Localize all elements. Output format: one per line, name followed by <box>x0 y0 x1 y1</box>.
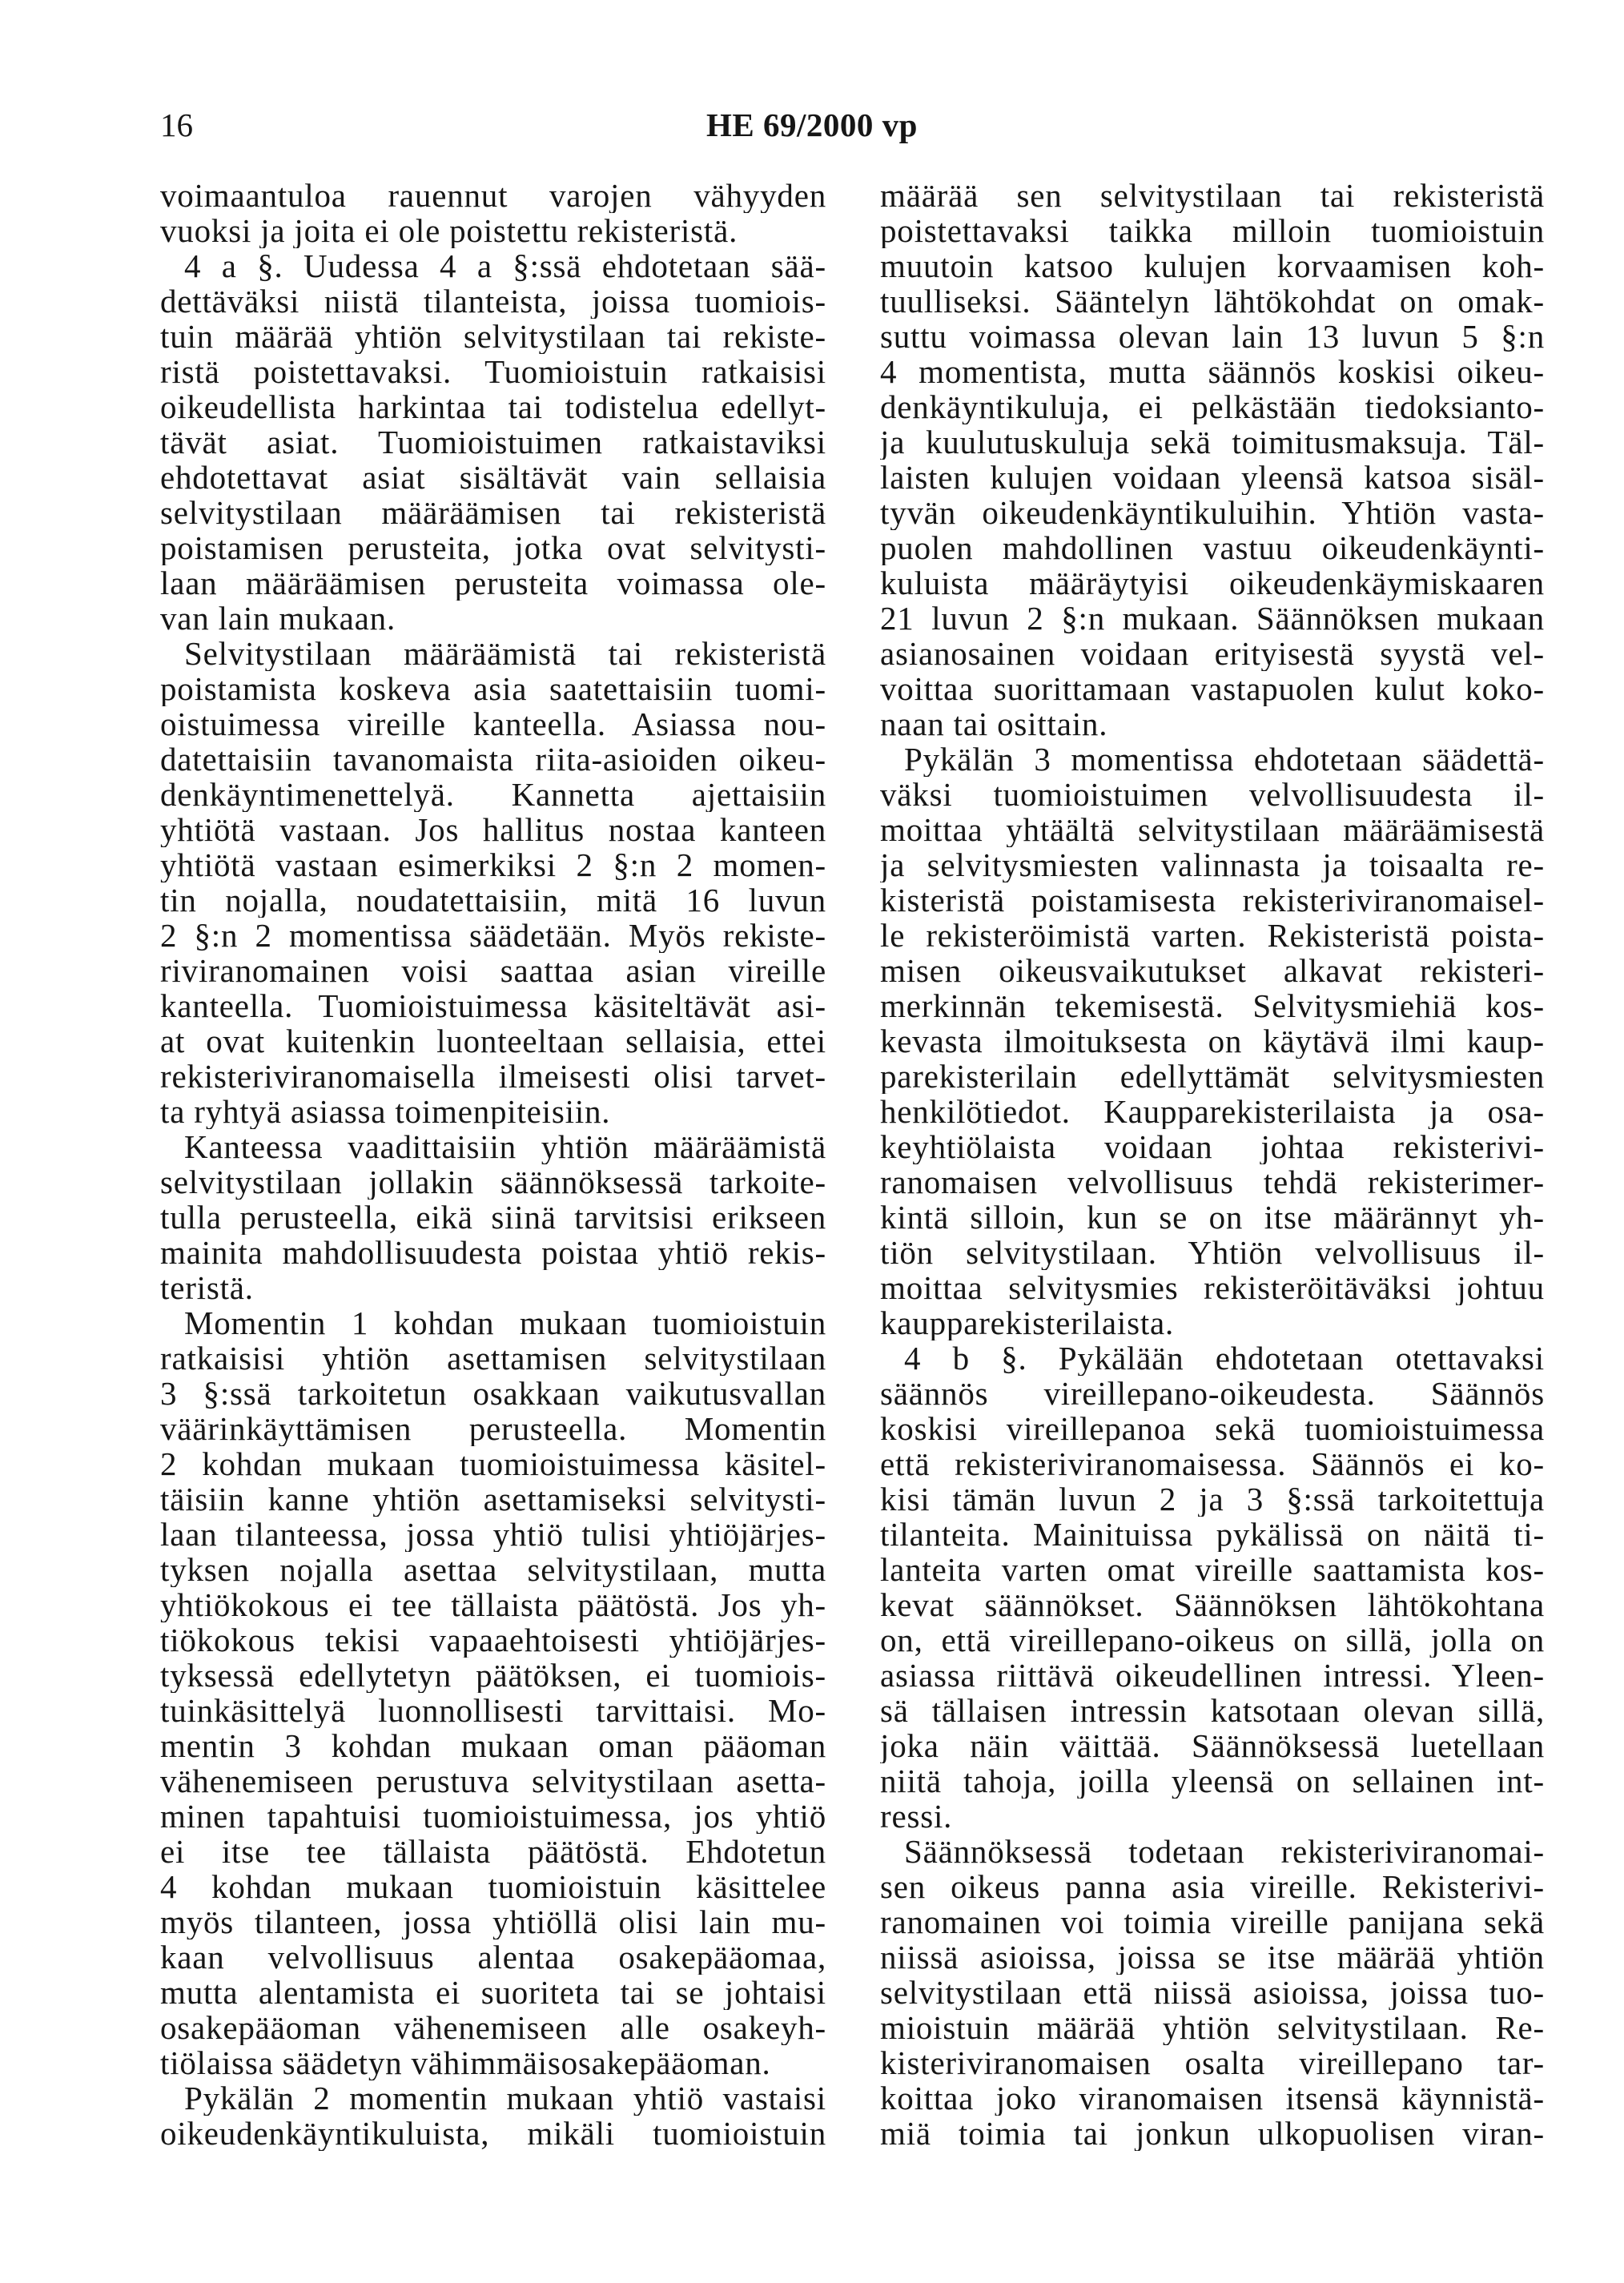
paragraph <box>880 1340 1545 1834</box>
text-line: tuin määrää yhtiön selvitystilaan tai rekiste- <box>160 319 826 354</box>
text-line: ehdotettavat asiat sisältävät vain sellaisia <box>160 460 826 495</box>
text-line: oikeudellista harkintaa tai todistelua edellyt- <box>160 389 826 424</box>
text-line: ta ryhtyä asiassa toimenpiteisiin. <box>160 1094 611 1129</box>
text-line: dettäväksi niistä tilanteista, joissa tuomiois- <box>160 283 826 319</box>
text-line: oistuimessa vireille kanteella. Asiassa nou- <box>160 706 826 742</box>
text-line: 4 kohdan mukaan tuomioistuin käsittelee <box>160 1869 826 1904</box>
text-line: kisi tämän luvun 2 ja 3 §:ssä tarkoitettuja <box>880 1481 1545 1517</box>
text-line: ranomainen voi toimia vireille panijana sekä <box>880 1904 1545 1939</box>
text-line: suttu voimassa olevan lain 13 luvun 5 §:n <box>880 319 1545 354</box>
text-line: tiökokous tekisi vapaaehtoisesti yhtiöjärjes- <box>160 1622 826 1658</box>
text-line: parekisterilain edellyttämät selvitysmiesten <box>880 1059 1545 1094</box>
text-line: 4 b §. Pykälään ehdotetaan otettavaksi <box>904 1340 1545 1376</box>
text-line: ja kuulutuskuluja sekä toimitusmaksuja. Täl- <box>880 424 1545 460</box>
text-line: tuulliseksi. Sääntelyn lähtökohdat on omak- <box>880 283 1545 319</box>
text-line: minen tapahtuisi tuomioistuimessa, jos yhtiö <box>160 1799 826 1834</box>
paragraph <box>160 248 826 636</box>
text-line: at ovat kuitenkin luonteeltaan sellaisia, ettei <box>160 1023 826 1059</box>
paragraph <box>160 1305 826 2080</box>
text-line: Pykälän 3 momentissa ehdotetaan säädettä- <box>904 742 1545 777</box>
text-line: henkilötiedot. Kaupparekisterilaista ja osa- <box>880 1094 1545 1129</box>
text-line: 2 kohdan mukaan tuomioistuimessa käsitel- <box>160 1446 826 1481</box>
text-line: datettaisiin tavanomaista riita-asioiden oikeu- <box>160 742 826 777</box>
text-line: kevasta ilmoituksesta on käytävä ilmi kaup- <box>880 1023 1545 1059</box>
text-line: ranomaisen velvollisuus tehdä rekisterimer- <box>880 1164 1545 1200</box>
text-line: 2 §:n 2 momentissa säädetään. Myös rekiste- <box>160 918 826 953</box>
text-line: selvitystilaan määräämisen tai rekisteristä <box>160 495 826 530</box>
text-line: rekisteriviranomaisella ilmeisesti olisi tarvet- <box>160 1059 826 1094</box>
text-line: myös tilanteen, jossa yhtiöllä olisi lain mu- <box>160 1904 826 1939</box>
text-line: puolen mahdollinen vastuu oikeudenkäynti- <box>880 530 1545 565</box>
document-id: HE 69/2000 vp <box>706 107 918 143</box>
text-line: denkäyntikuluja, ei pelkästään tiedoksianto- <box>880 389 1545 424</box>
text-line: muutoin katsoo kulujen korvaamisen koh- <box>880 248 1545 283</box>
text-line: laan tilanteessa, jossa yhtiö tulisi yhtiöjärjes- <box>160 1517 826 1552</box>
text-line: kisteristä poistamisesta rekisteriviranomaisel- <box>880 882 1545 918</box>
text-line: keyhtiölaista voidaan johtaa rekisterivi- <box>880 1129 1545 1164</box>
text-line: koskisi vireillepanoa sekä tuomioistuimessa <box>880 1411 1545 1446</box>
text-line: tuinkäsittelyä luonnollisesti tarvittaisi. Mo- <box>160 1693 826 1728</box>
text-line: voittaa suorittamaan vastapuolen kulut koko- <box>880 671 1545 706</box>
paragraph <box>880 742 1545 1340</box>
text-line: misen oikeusvaikutukset alkavat rekisteri- <box>880 953 1545 988</box>
text-line: kevat säännökset. Säännöksen lähtökohtana <box>880 1587 1545 1622</box>
text-line: yhtiökokous ei tee tällaista päätöstä. Jos yh- <box>160 1587 826 1622</box>
text-line: laan määräämisen perusteita voimassa ole- <box>160 565 826 601</box>
text-line: mainita mahdollisuudesta poistaa yhtiö rekis- <box>160 1235 826 1270</box>
text-line: tulla perusteella, eikä siinä tarvitsisi erikseen <box>160 1200 826 1235</box>
text-line: vuoksi ja joita ei ole poistettu rekisteristä. <box>160 213 738 248</box>
text-line: 4 momentista, mutta säännös koskisi oikeu- <box>880 354 1545 389</box>
text-line: väärinkäyttämisen perusteella. Momentin <box>160 1411 826 1446</box>
paragraph <box>160 636 826 1129</box>
text-line: tävät asiat. Tuomioistuimen ratkaistaviksi <box>160 424 826 460</box>
text-line: niitä tahoja, joilla yleensä on sellainen int- <box>880 1763 1545 1799</box>
text-line: vähenemiseen perustuva selvitystilaan asetta- <box>160 1763 826 1799</box>
text-line: oikeudenkäyntikuluista, mikäli tuomioistuin <box>160 2116 826 2151</box>
text-line: yhtiötä vastaan. Jos hallitus nostaa kanteen <box>160 812 826 847</box>
text-line: poistamista koskeva asia saatettaisiin tuomi- <box>160 671 826 706</box>
text-line: kuluista määräytyisi oikeudenkäymiskaaren <box>880 565 1545 601</box>
text-line: mioistuin määrää yhtiön selvitystilaan. Re- <box>880 2010 1545 2045</box>
text-line: merkinnän tekemisestä. Selvitysmiehiä kos- <box>880 988 1545 1023</box>
text-line: on, että vireillepano-oikeus on sillä, jolla on <box>880 1622 1545 1658</box>
text-line: Momentin 1 kohdan mukaan tuomioistuin <box>184 1305 826 1340</box>
text-line: kisteriviranomaisen osalta vireillepano tar- <box>880 2045 1545 2080</box>
text-line: joka näin väittää. Säännöksessä luetellaan <box>880 1728 1545 1763</box>
text-line: kaupparekisterilaista. <box>880 1305 1175 1340</box>
text-line: asianosainen voidaan erityisestä syystä vel- <box>880 636 1545 671</box>
text-line: säännös vireillepano-oikeudesta. Säännös <box>880 1376 1545 1411</box>
text-line: koittaa joko viranomaisen itsensä käynnistä- <box>880 2080 1545 2116</box>
paragraph <box>160 2080 826 2151</box>
text-line: Kanteessa vaadittaisiin yhtiön määräämistä <box>184 1129 826 1164</box>
text-line: väksi tuomioistuimen velvollisuudesta il- <box>880 777 1545 812</box>
text-line: täisiin kanne yhtiön asettamiseksi selvitysti- <box>160 1481 826 1517</box>
text-line: ressi. <box>880 1799 953 1834</box>
text-line: kaan velvollisuus alentaa osakepääomaa, <box>160 1939 826 1975</box>
text-line: moittaa selvitysmies rekisteröitäväksi johtuu <box>880 1270 1545 1305</box>
text-line: asiassa riittävä oikeudellinen intressi. Yleen- <box>880 1658 1545 1693</box>
text-line: sen oikeus panna asia vireille. Rekisterivi- <box>880 1869 1545 1904</box>
text-line: tilanteita. Mainituissa pykälissä on näitä ti- <box>880 1517 1545 1552</box>
text-line: ei itse tee tällaista päätöstä. Ehdotetun <box>160 1834 826 1869</box>
text-line: selvitystilaan että niissä asioissa, joissa tuo- <box>880 1975 1545 2010</box>
text-line: kanteella. Tuomioistuimessa käsiteltävät asi- <box>160 988 826 1023</box>
right-column <box>880 178 1545 2151</box>
paragraph <box>880 178 1545 742</box>
text-line: tin nojalla, noudatettaisiin, mitä 16 luvun <box>160 882 826 918</box>
text-line: miä toimia tai jonkun ulkopuolisen viran- <box>880 2116 1545 2151</box>
paragraph <box>160 1129 826 1305</box>
text-line: 3 §:ssä tarkoitetun osakkaan vaikutusvallan <box>160 1376 826 1411</box>
text-line: määrää sen selvitystilaan tai rekisteristä <box>880 178 1545 213</box>
text-line: ratkaisisi yhtiön asettamisen selvitystilaan <box>160 1340 826 1376</box>
text-line: tyvän oikeudenkäyntikuluihin. Yhtiön vasta- <box>880 495 1545 530</box>
text-line: moittaa yhtäältä selvitystilaan määräämisestä <box>880 812 1545 847</box>
text-line: ja selvitysmiesten valinnasta ja toisaalta re- <box>880 847 1545 882</box>
text-line: le rekisteröimistä varten. Rekisteristä poista- <box>880 918 1545 953</box>
text-line: Säännöksessä todetaan rekisteriviranomai- <box>904 1834 1545 1869</box>
text-line: poistettavaksi taikka milloin tuomioistuin <box>880 213 1545 248</box>
text-line: kintä silloin, kun se on itse määrännyt yh- <box>880 1200 1545 1235</box>
text-line: mutta alentamista ei suoriteta tai se johtaisi <box>160 1975 826 2010</box>
text-line: 21 luvun 2 §:n mukaan. Säännöksen mukaan <box>880 601 1545 636</box>
text-line: 4 a §. Uudessa 4 a §:ssä ehdotetaan sää- <box>184 248 826 283</box>
text-line: tyksessä edellytetyn päätöksen, ei tuomiois- <box>160 1658 826 1693</box>
text-line: laisten kulujen voidaan yleensä katsoa sisäl- <box>880 460 1545 495</box>
text-line: teristä. <box>160 1270 254 1305</box>
text-line: Pykälän 2 momentin mukaan yhtiö vastaisi <box>184 2080 826 2116</box>
text-line: naan tai osittain. <box>880 706 1108 742</box>
text-line: sä tällaisen intressin katsotaan olevan sillä, <box>880 1693 1545 1728</box>
text-line: voimaantuloa rauennut varojen vähyyden <box>160 178 826 213</box>
text-line: denkäyntimenettelyä. Kannetta ajettaisiin <box>160 777 826 812</box>
text-line: niissä asioissa, joissa se itse määrää yhtiön <box>880 1939 1545 1975</box>
text-line: van lain mukaan. <box>160 601 396 636</box>
text-line: osakepääoman vähenemiseen alle osakeyh- <box>160 2010 826 2045</box>
text-line: tyksen nojalla asettaa selvitystilaan, mutta <box>160 1552 826 1587</box>
paragraph <box>880 1834 1545 2151</box>
text-line: Selvitystilaan määräämistä tai rekisteristä <box>184 636 826 671</box>
page-number: 16 <box>160 107 193 143</box>
text-line: ristä poistettavaksi. Tuomioistuin ratkaisisi <box>160 354 826 389</box>
text-line: tiölaissa säädetyn vähimmäisosakepääoman. <box>160 2045 771 2080</box>
text-line: poistamisen perusteita, jotka ovat selvitysti- <box>160 530 826 565</box>
text-line: mentin 3 kohdan mukaan oman pääoman <box>160 1728 826 1763</box>
text-line: yhtiötä vastaan esimerkiksi 2 §:n 2 momen- <box>160 847 826 882</box>
paragraph <box>160 178 826 248</box>
text-line: lanteita varten omat vireille saattamista kos- <box>880 1552 1545 1587</box>
text-line: että rekisteriviranomaisessa. Säännös ei ko- <box>880 1446 1545 1481</box>
left-column <box>160 178 826 2151</box>
text-line: tiön selvitystilaan. Yhtiön velvollisuus il- <box>880 1235 1545 1270</box>
text-line: riviranomainen voisi saattaa asian vireille <box>160 953 826 988</box>
text-line: selvitystilaan jollakin säännöksessä tarkoite- <box>160 1164 826 1200</box>
